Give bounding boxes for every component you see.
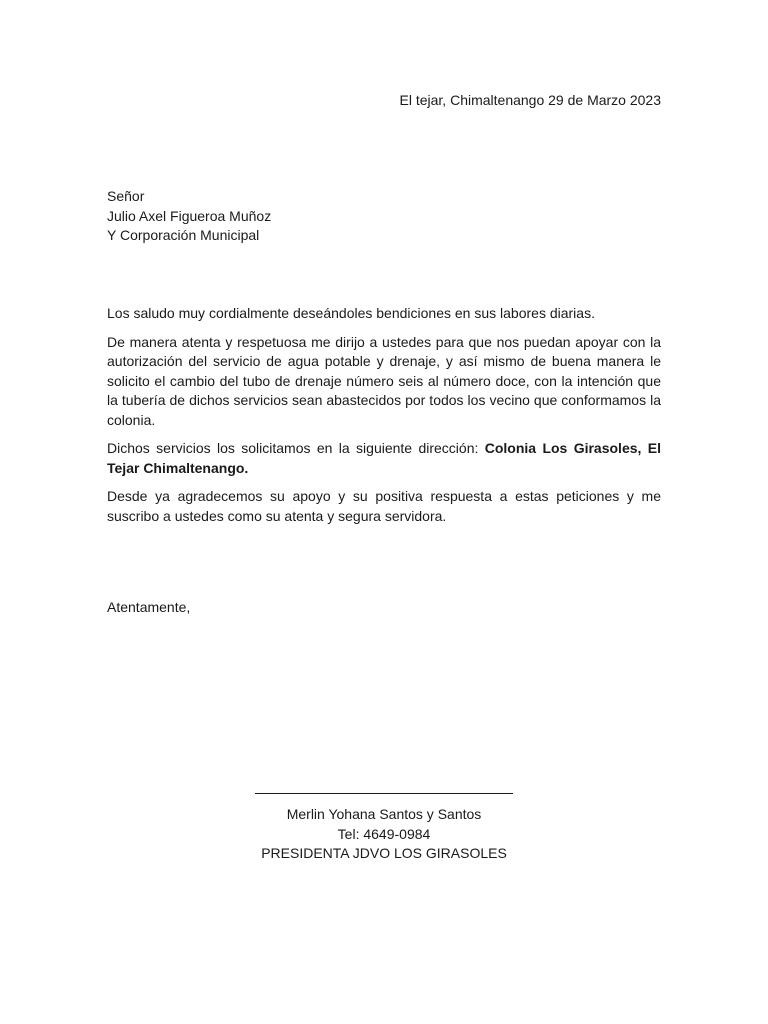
recipient-salutation: Señor [107,188,145,204]
signature-block [234,793,534,864]
address-lead-text: Dichos servicios los solicitamos en la siguiente dirección: [107,440,485,456]
request-paragraph: De manera atenta y respetuosa me dirijo a ustedes para que nos puedan apoyar con la autorización del servicio de agua potable y drenaje, y así mismo de buena manera le solicito el cambio del tubo de drenaje número seis al número doce, con la intención que la tubería de dichos servicios sean abastecidos por todos los vecino que conformamos la colonia. [107,333,661,428]
address-text: Colonia Los Girasoles, El Tejar Chimaltenango. [107,440,661,476]
signer-phone: Tel: 4649-0984 [337,825,431,842]
address-paragraph [107,439,661,478]
signer-title: PRESIDENTA JDVO LOS GIRASOLES [261,845,507,861]
recipient-block [107,187,271,246]
thanks-paragraph: Desde ya agradecemos su apoyo y su positiva respuesta a estas peticiones y me suscribo a ustedes como su atenta y segura servidora. [107,488,661,524]
greeting-paragraph: Los saludo muy cordialmente deseándoles bendiciones en sus labores diarias. [107,305,595,321]
recipient-organization: Y Corporación Municipal [107,227,260,243]
date-line: El tejar, Chimaltenango 29 de Marzo 2023 [399,92,661,108]
letter-body [107,304,661,535]
closing-text: Atentamente, [107,599,191,615]
signer-name: Merlin Yohana Santos y Santos [286,806,482,822]
recipient-name: Julio Axel Figueroa Muñoz [107,207,272,224]
signature-line [255,793,513,794]
